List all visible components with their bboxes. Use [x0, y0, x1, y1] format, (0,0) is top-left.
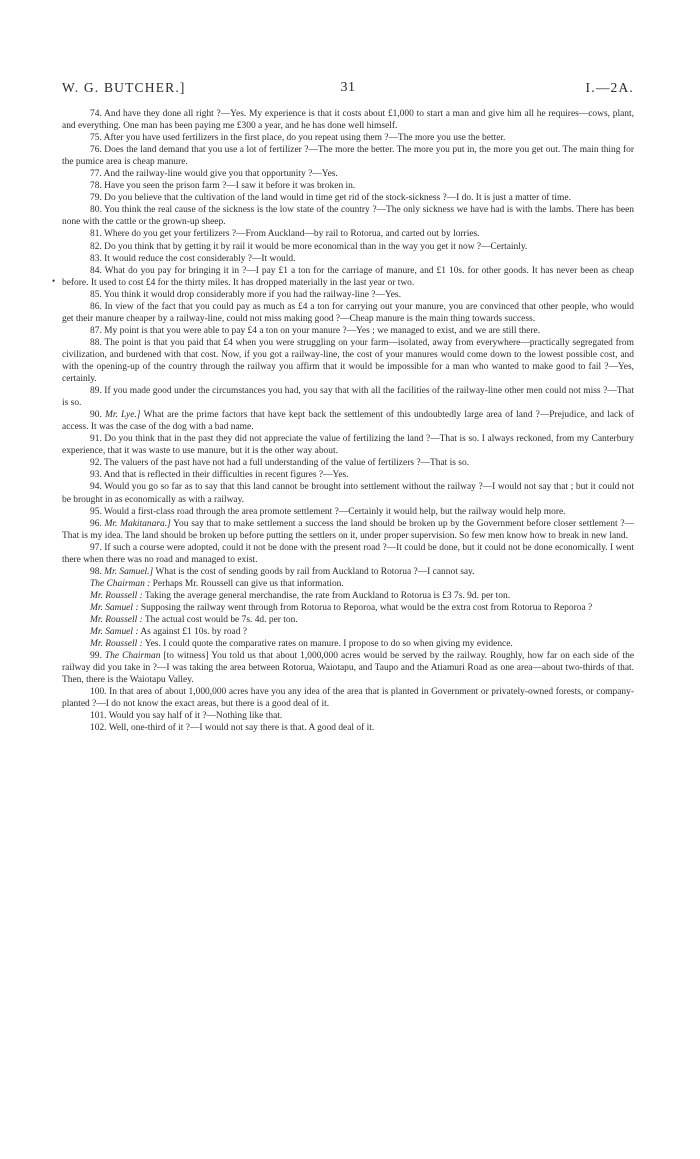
paragraph [62, 518, 634, 542]
page-number: 31 [340, 80, 356, 95]
speaker-name: 96. Mr. Makitanara.] [90, 518, 171, 529]
witness-name: W. G. BUTCHER.] [62, 80, 186, 95]
paragraph [62, 204, 634, 228]
paragraph [62, 433, 634, 457]
paragraph-text: As against £1 10s. by road ? [138, 627, 248, 638]
paragraph [62, 614, 634, 626]
paragraph-text: 83. It would reduce the cost considerably ?—It would. [90, 253, 296, 264]
speaker-name: The Chairman : [90, 578, 151, 589]
paragraph [62, 542, 634, 566]
speaker-name: Mr. Roussell : [90, 639, 143, 650]
paragraph [62, 192, 634, 204]
paragraph [62, 241, 634, 253]
paragraph [62, 289, 634, 301]
speaker-name: Mr. Roussell : [90, 590, 143, 601]
paragraph [62, 409, 634, 433]
paragraph [62, 265, 634, 289]
paragraph-text: 89. If you made good under the circumstances you had, you say that with all the facilities of the railway-line other men could not miss ?—That is so. [62, 386, 634, 409]
paragraph-text: Perhaps Mr. Roussell can give us that information. [150, 578, 344, 589]
paragraph [62, 325, 634, 337]
paragraph [62, 590, 634, 602]
paragraph [62, 132, 634, 144]
paragraph-text: 92. The valuers of the past have not had a full understanding of the value of fertilizers ?—That is so. [90, 458, 470, 469]
paragraph [62, 457, 634, 469]
paragraph-text: 77. And the railway-line would give you that opportunity ?—Yes. [90, 169, 338, 180]
paragraph [62, 506, 634, 518]
paragraph [62, 650, 634, 686]
paragraph [62, 108, 634, 132]
speaker-name: Mr. Samuel : [90, 627, 139, 638]
speaker-name: 90. Mr. Lye.] [90, 410, 141, 421]
paragraph-text: 75. After you have used fertilizers in the first place, do you repeat using them ?—The more you use the better. [90, 133, 506, 144]
paragraph-text: What are the prime factors that have kept back the settlement of this undoubtedly large area of land ?—Prejudice, and lack of access. It was the case of the dog with a bad name. [62, 410, 635, 433]
speaker-name: 99. The Chairman [90, 651, 161, 662]
speaker-name: 98. Mr. Samuel.] [90, 566, 154, 577]
paragraph-text: 102. Well, one-third of it ?—I would not say there is that. A good deal of it. [90, 723, 375, 734]
evidence-text [62, 108, 634, 734]
paragraph [62, 180, 634, 192]
paragraph-text: 97. If such a course were adopted, could it not be done with the present road ?—It could be done, but it could not be done economically. I went there when there was no road and managed to exist. [62, 542, 634, 565]
paragraph-text: 86. In view of the fact that you could pay as much as £4 a ton for carrying out your manure, you are convinced that other people, who would get their manure cheaper by a railway-line, could not miss making good ?—Cheap manure is the main thing towards success. [62, 301, 634, 324]
paragraph-text: 94. Would you go so far as to say that this land cannot be brought into settlement without the railway ?—I would not say that ; but it could not be brought in as economically as with a railway. [62, 482, 634, 505]
paragraph-text: 78. Have you seen the prison farm ?—I saw it before it was broken in. [90, 181, 356, 192]
paragraph-text: 87. My point is that you were able to pay £4 a ton on your manure ?—Yes ; we managed to exist, and we are still there. [90, 325, 541, 336]
paragraph [62, 253, 634, 265]
paragraph [62, 578, 634, 590]
paragraph-text: 81. Where do you get your fertilizers ?—From Auckland—by rail to Rotorua, and carted out by lorries. [90, 229, 480, 240]
paragraph-text: You say that to make settlement a success the land should be broken up by the Government before closer settlement ?—That is my idea. The land should be broken up before putting the settlers on it, under proper supervision. So few men know how to break in new land. [62, 518, 635, 541]
paragraph-text: Supposing the railway went through from Rotorua to Reporoa, what would be the extra cost from Rotorua to Reporoa ? [138, 602, 593, 613]
paragraph-text: 100. In that area of about 1,000,000 acres have you any idea of the area that is planted in Government or privately-owned forests, or company-planted ?—I do not know the exact areas, but there is a good deal of it. [62, 687, 634, 710]
paragraph [62, 638, 634, 650]
paragraph-text: 82. Do you think that by getting it by rail it would be more economical than in the way you get it now ?—Certainly. [90, 241, 528, 252]
paragraph-text: 76. Does the land demand that you use a lot of fertilizer ?—The more the better. The more you put in, the more you get out. The main thing for the pumice area is cheap manure. [62, 145, 634, 168]
paragraph [62, 337, 634, 385]
paragraph-text: 93. And that is reflected in their difficulties in recent figures ?—Yes. [90, 470, 349, 481]
paragraph [62, 481, 634, 505]
paragraph-text: 101. Would you say half of it ?—Nothing like that. [90, 711, 283, 722]
paragraph-text: 74. And have they done all right ?—Yes. My experience is that it costs about £1,000 to start a man and give him all he requires—cows, plant, and everything. One man has been paying me £300 a year, and he has done well himself. [62, 109, 634, 132]
paragraph-text: [to witness] You told us that about 1,000,000 acres would be served by the railway. Roughly, how far on each side of the railway did you take in ?—I was taking the area between Rotorua, Waiotapu, and Taupo and the Atiamuri Road as one area—about two-thirds of that. Then, there is the Waiotapu Valley. [62, 651, 635, 686]
paragraph [62, 144, 634, 168]
paragraph-text: 80. You think the real cause of the sickness is the low state of the country ?—The only sickness we have had is with the lambs. There has been none with the cattle or the grown-up sheep. [62, 205, 634, 228]
margin-mark: • [52, 276, 56, 286]
paragraph [62, 686, 634, 710]
paragraph-text: 95. Would a first-class road through the area promote settlement ?—Certainly it would help, but the railway would help more. [90, 506, 566, 517]
paragraph-text: Taking the average general merchandise, the rate from Auckland to Rotorua is £3 7s. 9d. per ton. [142, 590, 511, 601]
paragraph [62, 385, 634, 409]
paragraph [62, 710, 634, 722]
paragraph [62, 469, 634, 481]
paragraph [62, 602, 634, 614]
paragraph-text: 88. The point is that you paid that £4 when you were struggling on your farm—isolated, away from everywhere—practically segregated from civilization, and burdened with that cost. Now, if you got a railway-line, the cost of your manures would come down to the lowest possible cost, and with the opening-up of the country through the railway you affirm that it would be impossible for a man who wanted to make good to fail ?—Yes, certainly. [62, 337, 634, 385]
paragraph [62, 566, 634, 578]
paragraph [62, 168, 634, 180]
paragraph [62, 301, 634, 325]
paragraph [62, 626, 634, 638]
paragraph-text: 84. What do you pay for bringing it in ?—I pay £1 a ton for the carriage of manure, and £1 10s. for other goods. It has never been as cheap before. It used to cost £4 for the thirty miles. It has dropped materially in the last year or two. [62, 265, 634, 288]
paragraph-text: What is the cost of sending goods by rail from Auckland to Rotorua ?—I cannot say. [153, 566, 475, 577]
paragraph-text: 91. Do you think that in the past they did not appreciate the value of fertilizing the land ?—That is so. I always reckoned, from my Canterbury experience, that it was waste to use manure, but it is the other way about. [62, 434, 634, 457]
paragraph [62, 722, 634, 734]
paragraph-text: 79. Do you believe that the cultivation of the land would in time get rid of the stock-sickness ?—I do. It is just a matter of time. [90, 193, 571, 204]
page-header [62, 80, 634, 100]
paragraph [62, 228, 634, 240]
document-reference: I.—2A. [585, 80, 634, 95]
paragraph-text: The actual cost would be 7s. 4d. per ton. [142, 614, 298, 625]
paragraph-text: 85. You think it would drop considerably more if you had the railway-line ?—Yes. [90, 289, 401, 300]
speaker-name: Mr. Samuel : [90, 602, 139, 613]
paragraph-text: Yes. I could quote the comparative rates on manure. I propose to do so when giving my evidence. [142, 639, 513, 650]
speaker-name: Mr. Roussell : [90, 614, 143, 625]
